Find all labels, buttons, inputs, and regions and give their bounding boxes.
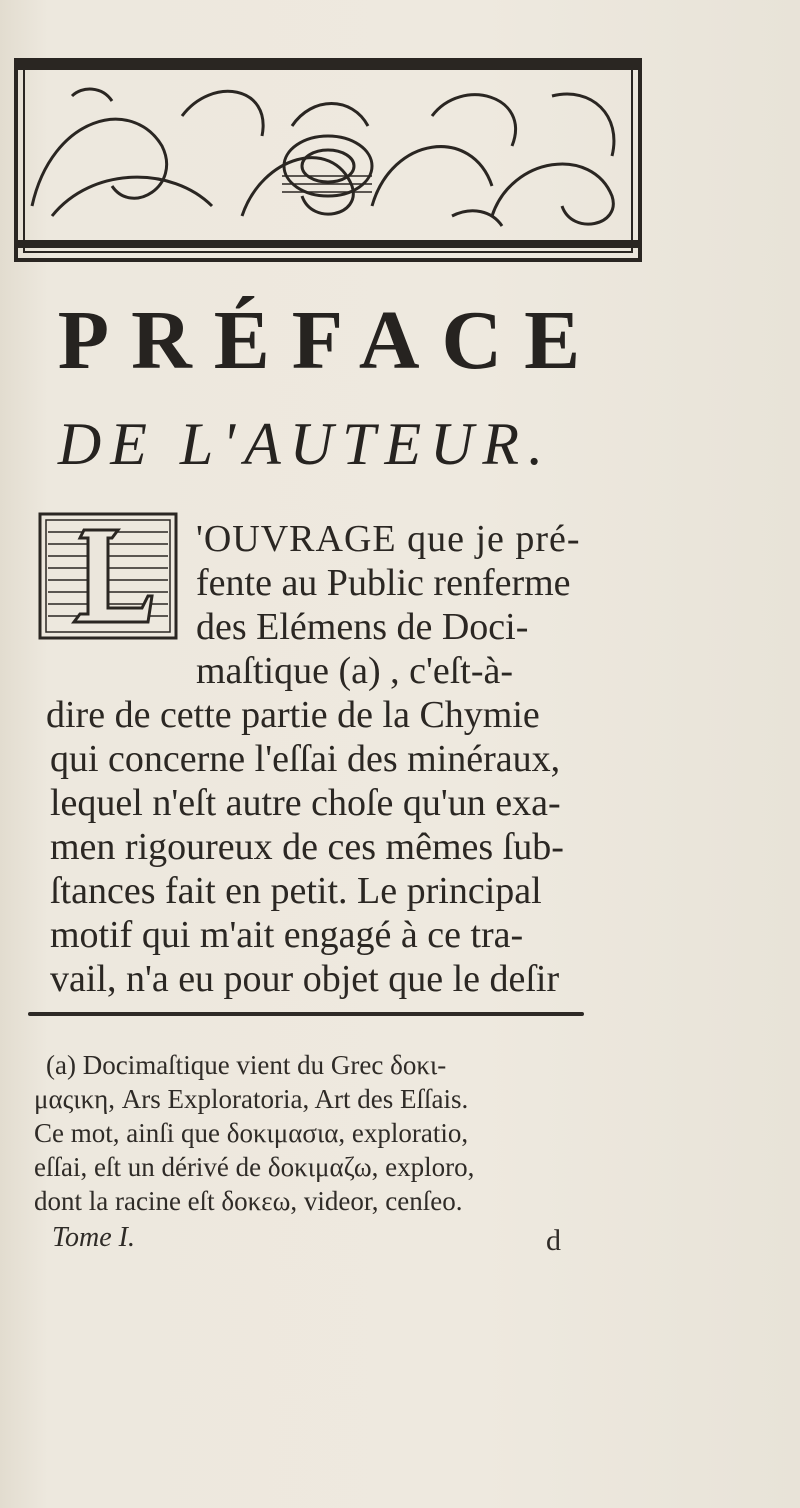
body-line-7: lequel n'eſt autre choſe qu'un exa- <box>50 782 561 824</box>
body-line-6: qui concerne l'eſſai des minéraux, <box>50 738 561 780</box>
body-line-9: ſtances fait en petit. Le principal <box>50 870 542 912</box>
page-title: PRÉFACE <box>57 294 603 387</box>
ornamental-headpiece <box>12 56 644 264</box>
footnote-separator <box>28 1012 584 1016</box>
volume-mark: Tome I. <box>52 1222 135 1253</box>
body-line-11: vail, n'a eu pour objet que le deſir <box>50 958 560 1000</box>
body-line-8: men rigoureux de ces mêmes ſub- <box>50 826 564 868</box>
footnote-line-5: dont la racine eſt δοκεω, videor, cenſeo. <box>34 1186 463 1216</box>
body-line-5: dire de cette partie de la Chymie <box>46 694 540 736</box>
footnote-line-3: Ce mot, ainſi que δοκιμασια, exploratio, <box>34 1118 469 1148</box>
body-line-2: fente au Public renferme <box>196 562 571 604</box>
body-line-1: 'OUVRAGE que je pré- <box>196 518 581 560</box>
page-subtitle: DE L'AUTEUR. <box>57 411 553 477</box>
footnote-line-4: eſſai, eſt un dérivé de δοκιμαζω, exploro, <box>34 1152 475 1182</box>
decorated-initial-icon <box>38 512 178 640</box>
body-line-3: des Elémens de Doci- <box>196 606 529 648</box>
body-line-10: motif qui m'ait engagé à ce tra- <box>50 914 524 956</box>
body-line-4: maſtique (a) , c'eſt-à- <box>196 650 514 692</box>
footnote-line-2: μαςικη, Ars Exploratoria, Art des Eſſais. <box>34 1084 469 1114</box>
footnote-line-1: (a) Docimaſtique vient du Grec δοκι- <box>46 1050 447 1080</box>
signature-mark: d <box>546 1224 561 1257</box>
